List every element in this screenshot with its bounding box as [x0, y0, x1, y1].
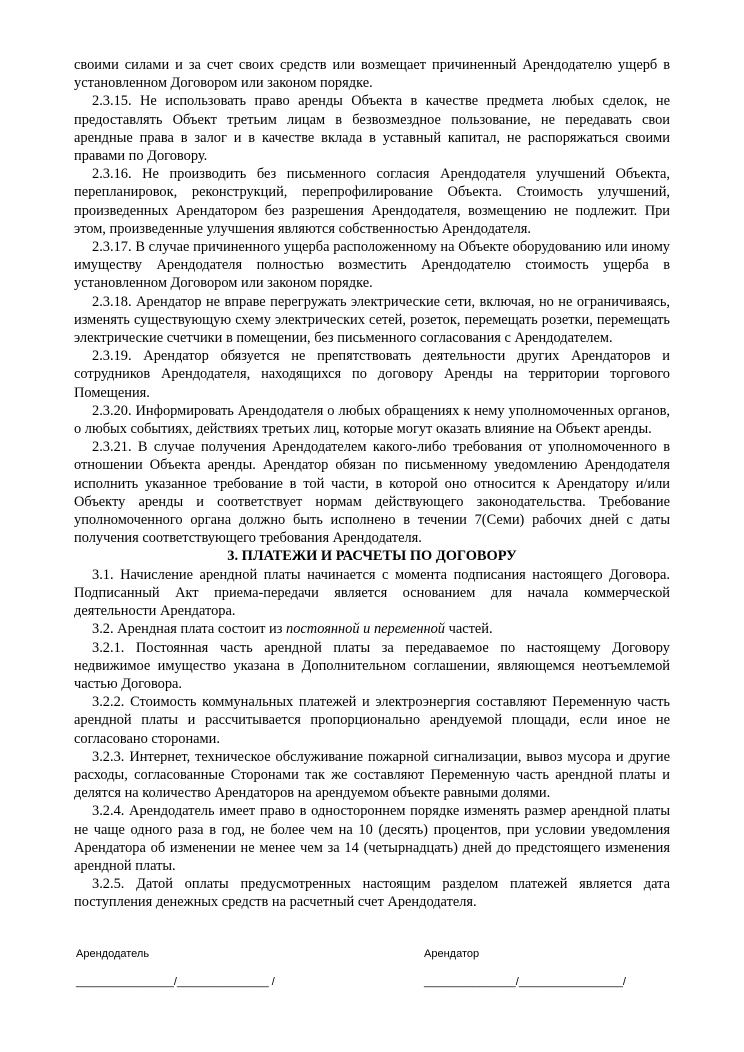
clause-3-2-4: 3.2.4. Арендодатель имеет право в одностороннем порядке изменять размер арендной платы не чаще одного раза в год, не более чем на 10 (десять) процентов, при условии уведомления Арендатора об изменении не менее чем за 14 (четырнадцать) дней до предстоящего изменения арендной платы. — [74, 803, 670, 874]
clause-2-3-15: 2.3.15. Не использовать право аренды Объекта в качестве предмета любых сделок, не предоставлять Объект третьим лицам в безвозмездное пользование, не передавать свои арендные права в залог и в качестве вклада в уставный капитал, не распоряжаться своими правами по Договору. — [74, 93, 670, 165]
clause-3-2-text-after: частей. — [445, 621, 493, 638]
clause-3-2-3: 3.2.3. Интернет, техническое обслуживание пожарной сигнализации, вывоз мусора и другие расходы, согласованные Сторонами так же составляют Переменную часть арендной платы и делятся на количество Арендаторов на арендуемом объекте равными долями. — [74, 748, 670, 802]
landlord-label: Арендодатель — [76, 948, 150, 960]
tenant-signature-line: _______________/_________________/ — [424, 976, 626, 988]
section-heading: 3. ПЛАТЕЖИ И РАСЧЕТЫ ПО ДОГОВОРУ — [227, 548, 517, 565]
clause-2-3-16: 2.3.16. Не производить без письменного согласия Арендодателя улучшений Объекта, перепланировок, реконструкций, перепрофилирование Объекта. Стоимость улучшений, произведенных Арендатором без разрешения Арендодателя, возмещению не подлежит. При этом, произведенные улучшения являются собственностью Арендодателя. — [74, 166, 670, 237]
clause-2-3-20: 2.3.20. Информировать Арендодателя о любых обращениях к нему уполномоченных органов, о любых событиях, действиях третьих лиц, которые могут оказать влияние на Объект аренды. — [74, 402, 670, 438]
clause-2-3-21: 2.3.21. В случае получения Арендодателем какого-либо требования от уполномоченного в отношении Объекта аренды. Арендатор обязан по письменному уведомлению Арендодателя исполнить указанное требование в той части, в которой оно относится к Арендатору и/или Объекту аренды и соответствует нормам действующего законодательства. Требование уполномоченного органа должно быть исполнено в течении 7(Семи) рабочих дней с даты получения соответствующего требования Арендодателя. — [74, 439, 670, 547]
clause-3-2-1: 3.2.1. Постоянная часть арендной платы за передаваемое по настоящему Договору недвижимое имущество указана в Дополнительном соглашении, являющемся неотъемлемой частью Договора. — [74, 639, 670, 692]
tenant-label: Арендатор — [424, 948, 480, 960]
clause-2-3-18: 2.3.18. Арендатор не вправе перегружать электрические сети, включая, но не ограничиваясь, изменять существующую схему электрических сетей, розеток, перемещать розетки, перемещать электрические счетчики в помещении, без письменного согласования с Арендодателем. — [74, 293, 670, 347]
paragraph-continuation: своими силами и за счет своих средств или возмещает причиненный Арендодателю ущерб в установленном Договором или законом порядке. — [74, 57, 670, 92]
clause-3-2-text-before: 3.2. Арендная плата состоит из — [92, 621, 287, 638]
clause-2-3-17: 2.3.17. В случае причиненного ущерба расположенному на Объекте оборудованию или иному имуществу Арендодателя полностью возместить Арендодателю стоимость ущерба в установленном Договором или законом порядке. — [74, 239, 670, 292]
document-body — [74, 56, 670, 912]
clause-3-1: 3.1. Начисление арендной платы начинается с момента подписания настоящего Договора. Подписанный Акт приема-передачи является основанием для начала коммерческой деятельности Арендатора. — [74, 566, 670, 620]
clause-3-2-2: 3.2.2. Стоимость коммунальных платежей и электроэнергия составляют Переменную часть арендной платы и рассчитывается пропорционально арендуемой площади, если иное не согласовано сторонами. — [74, 694, 670, 747]
landlord-signature-block — [76, 948, 275, 988]
clause-3-2 — [74, 620, 670, 638]
landlord-signature-line: ________________/_______________ / — [76, 976, 275, 988]
clause-2-3-19: 2.3.19. Арендатор обязуется не препятствовать деятельности других Арендаторов и сотрудников Арендодателя, находящихся по договору Аренды на территории торгового Помещения. — [74, 348, 670, 401]
clause-3-2-italic: постоянной и переменной — [286, 621, 446, 638]
clause-3-2-5: 3.2.5. Датой оплаты предусмотренных настоящим разделом платежей является дата поступления денежных средств на расчетный счет Арендодателя. — [74, 876, 670, 911]
tenant-signature-block — [424, 948, 626, 988]
